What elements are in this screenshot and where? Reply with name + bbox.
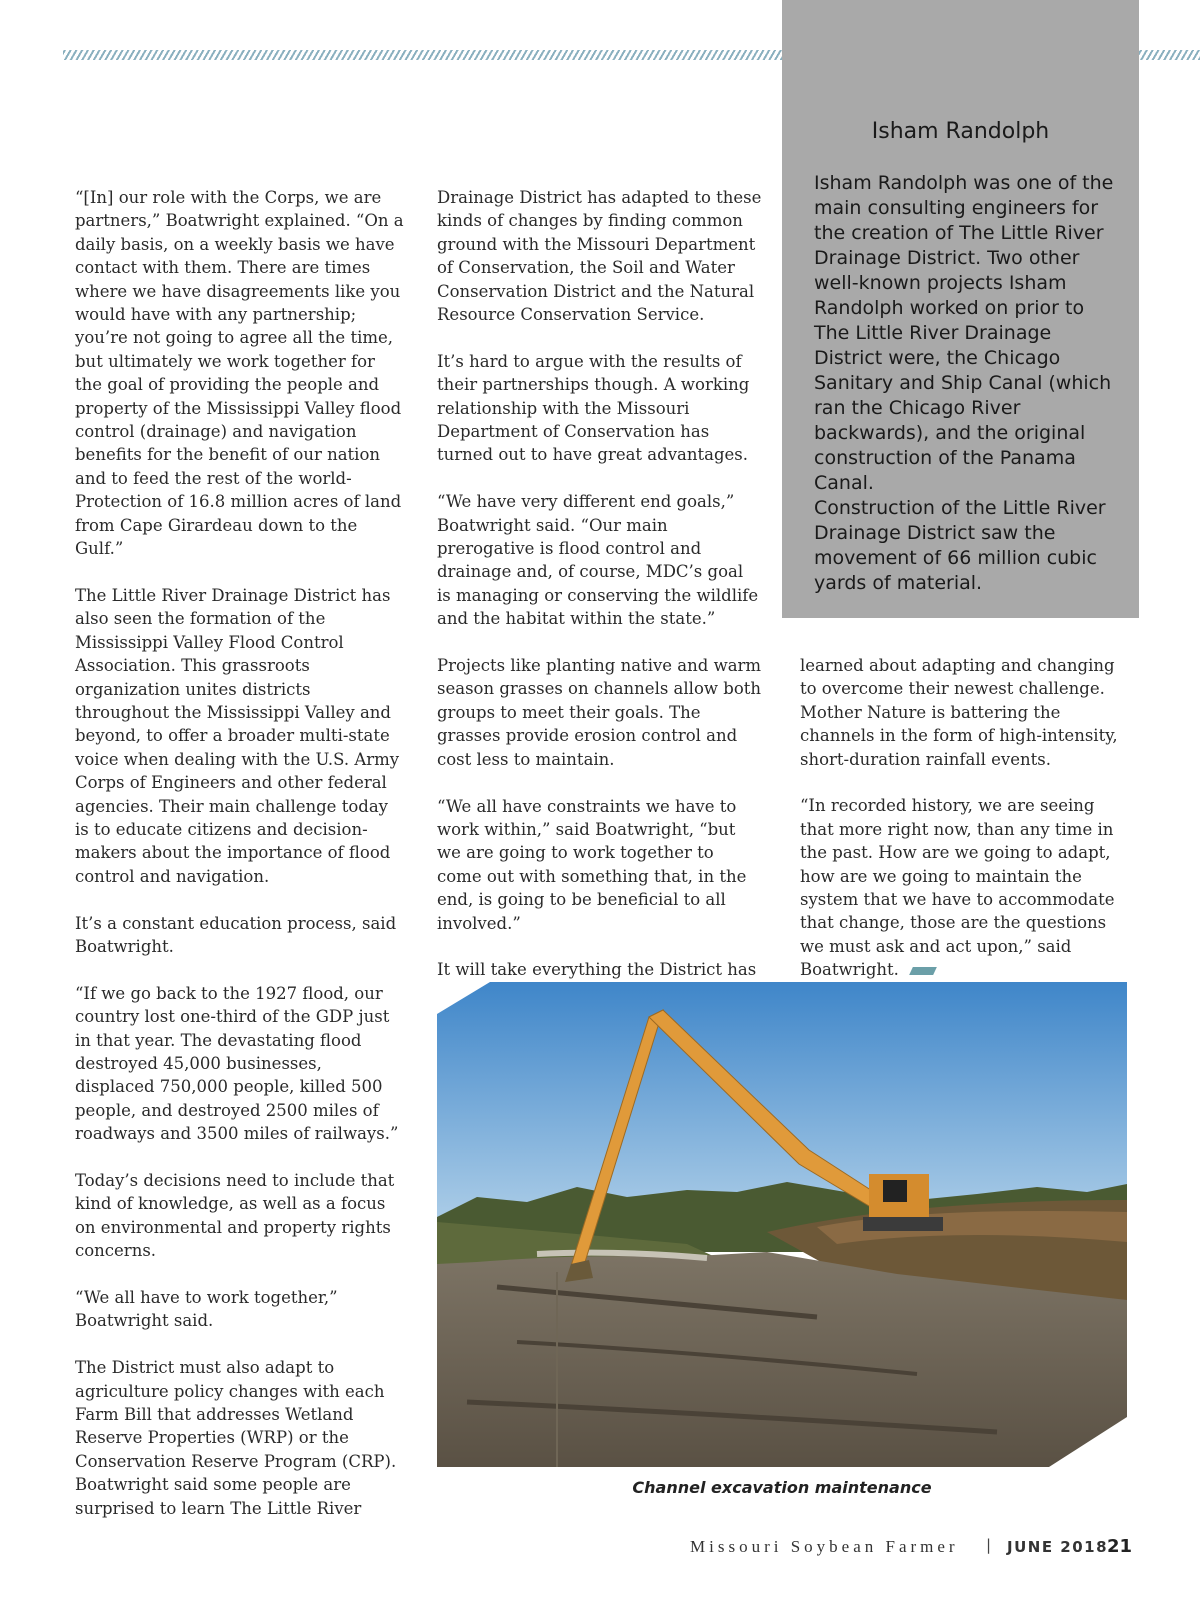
article-paragraph-text: “In recorded history, we are seeing that more right now, than any time in the past. How are we going to adapt, how are we going to maintain the system that we have to accommodate that change, those are the questions we must ask and act upon,” said Boatwright.	[800, 796, 1115, 980]
article-column-3	[800, 654, 1130, 982]
article-paragraph: “We have very different end goals,” Boatwright said. “Our main prerogative is flood control and drainage and, of course, MDC’s goal is managing or conserving the wildlife and the habitat within the state.”	[437, 492, 759, 629]
article-column-1	[75, 186, 405, 1520]
article-paragraph: Drainage District has adapted to these kinds of changes by finding common ground with the Missouri Department of Conservation, the Soil and Water Conservation District and the Natural Resource Conservation Service.	[437, 188, 762, 325]
sidebar-title: Isham Randolph	[871, 119, 1050, 144]
article-paragraph: “If we go back to the 1927 flood, our country lost one-third of the GDP just in that year. The devastating flood destroyed 45,000 businesses, displaced 750,000 people, killed 500 people, and destroyed 2500 miles of roadways and 3500 miles of railways.”	[75, 983, 399, 1144]
article-paragraph: “[In] our role with the Corps, we are partners,” Boatwright explained. “On a daily basis, on a weekly basis we have contact with them. There are times where we have disagreements like you would have with any partnership; you’re not going to agree all the time, but ultimately we work together for the goal of providing the people and property of the Mississippi Valley flood control (drainage) and navigation benefits for the benefit of our nation and to feed the rest of the world- Protection of 16.8 million acres of land from Cape Girardeau down to the Gulf.”	[75, 188, 404, 559]
issue-date: JUNE 2018	[1007, 1538, 1109, 1556]
sidebar-paragraph-2: Construction of the Little River Drainage District saw the movement of 66 million cubic yards of material.	[814, 497, 1106, 594]
sidebar-box	[782, 0, 1139, 618]
article-paragraph: “We all have constraints we have to work within,” said Boatwright, “but we are going to work together to come out with something that, in the end, is going to be beneficial to all involved.”	[437, 796, 747, 933]
decorative-hatch-right	[1139, 50, 1200, 60]
article-paragraph: Today’s decisions need to include that kind of knowledge, as well as a focus on environmental and property rights concerns.	[75, 1171, 395, 1261]
article-paragraph-final	[800, 794, 1130, 981]
photo-caption: Channel excavation maintenance	[632, 1478, 932, 1497]
article-paragraph: The Little River Drainage District has also seen the formation of the Mississippi Valley Flood Control Association. This grassroots organization unites districts throughout the Mississippi Valley and beyond, to offer a broader multi-state voice when dealing with the U.S. Army Corps of Engineers and other federal agencies. Their main challenge today is to educate citizens and decision-makers about the importance of flood control and navigation.	[75, 585, 400, 886]
sidebar-paragraph-1: Isham Randolph was one of the main consulting engineers for the creation of The Little River Drainage District. Two other well-known projects Isham Randolph worked on prior to The Little River Drainage District were, the Chicago Sanitary and Ship Canal (which ran the Chicago River backwards), and the original construction of the Panama Canal.	[814, 172, 1114, 494]
article-paragraph: It’s a constant education process, said Boatwright.	[75, 913, 397, 956]
excavator-photo	[437, 982, 1127, 1467]
magazine-name: Missouri Soybean Farmer	[690, 1537, 959, 1556]
page-footer	[690, 1536, 1133, 1560]
article-paragraph: Projects like planting native and warm season grasses on channels allow both groups to meet their goals. The grasses provide erosion control and cost less to maintain.	[437, 656, 762, 769]
article-paragraph: “We all have to work together,” Boatwright said.	[75, 1288, 338, 1331]
page-number: 21	[1107, 1536, 1133, 1557]
article-paragraph: It will take everything the District has	[437, 960, 757, 980]
article-column-2	[437, 186, 762, 982]
footer-separator: |	[986, 1536, 992, 1554]
article-paragraph: learned about adapting and changing to overcome their newest challenge. Mother Nature is battering the channels in the form of high-intensity, short-duration rainfall events.	[800, 656, 1118, 769]
article-paragraph: It’s hard to argue with the results of their partnerships though. A working relationship with the Missouri Department of Conservation has turned out to have great advantages.	[437, 351, 750, 465]
end-of-article-mark	[909, 967, 937, 975]
decorative-hatch-left	[63, 50, 782, 60]
article-paragraph: The District must also adapt to agriculture policy changes with each Farm Bill that addresses Wetland Reserve Properties (WRP) or the Conservation Reserve Program (CRP). Boatwright said some people are surprised to learn The Little River	[75, 1358, 397, 1518]
